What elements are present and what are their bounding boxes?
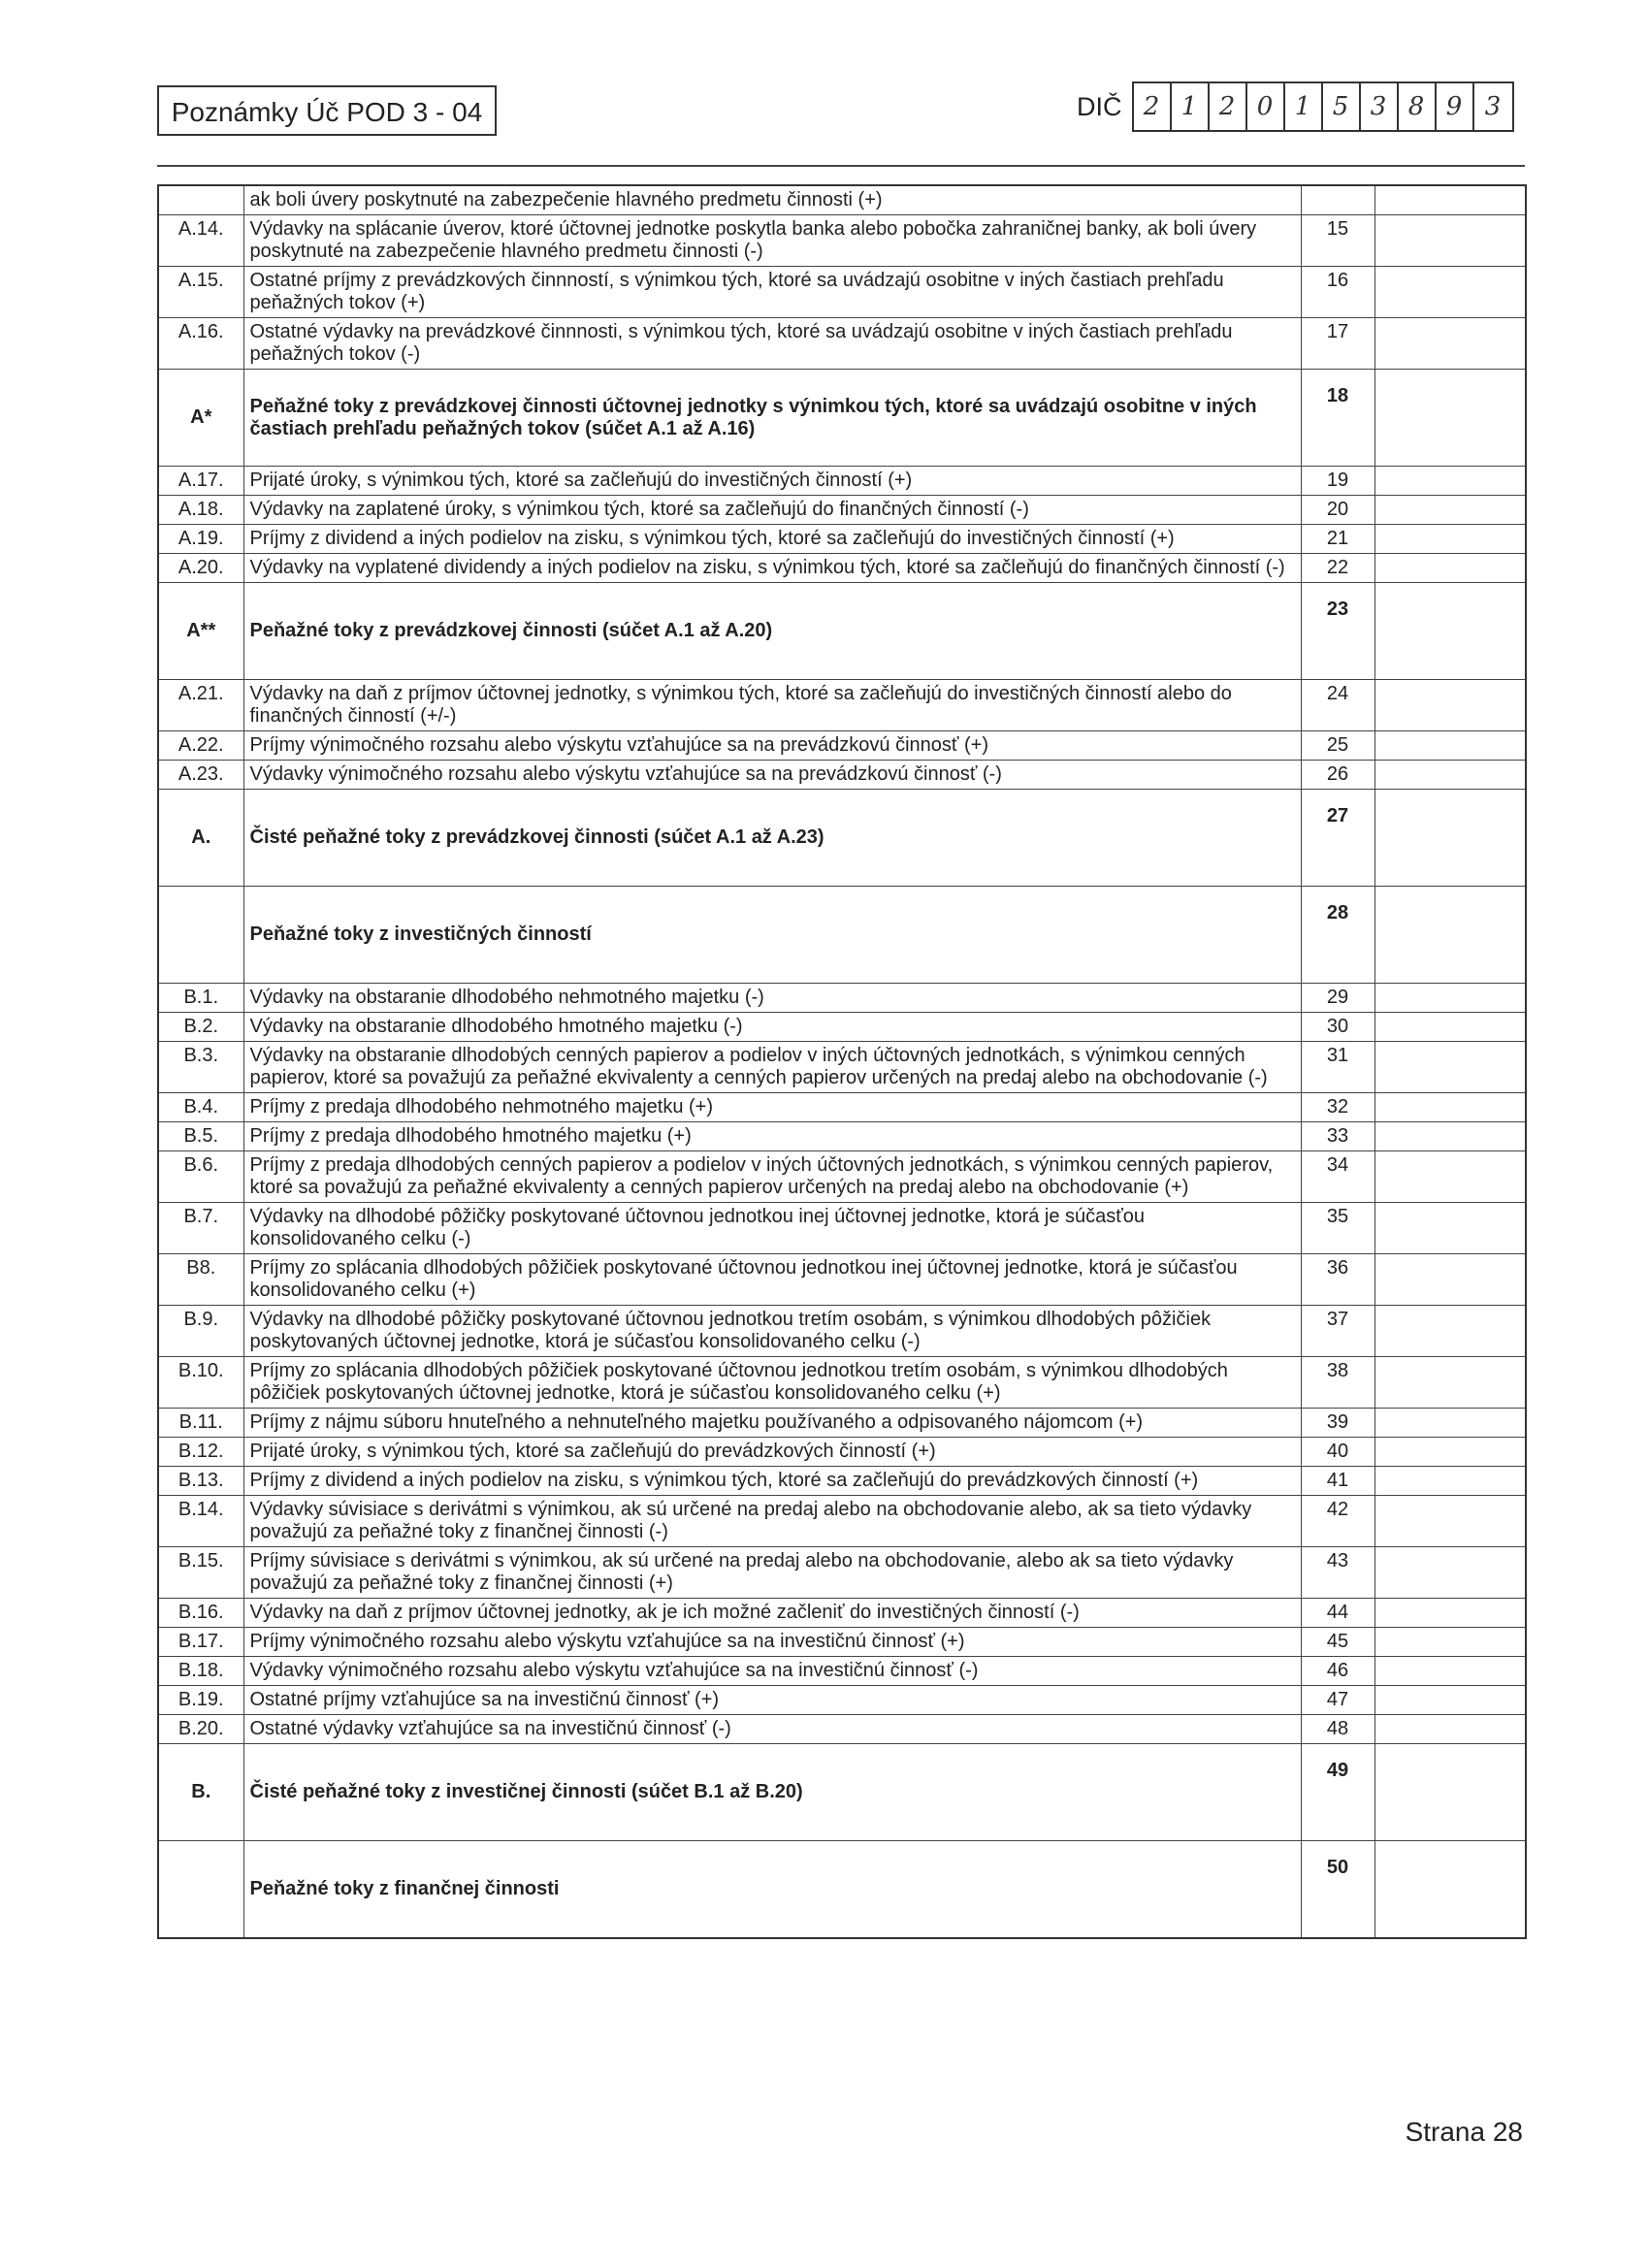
table-row [158,554,1526,583]
row-number: 23 [1301,583,1374,680]
row-number: 46 [1301,1657,1374,1686]
row-number: 43 [1301,1547,1374,1599]
row-number: 39 [1301,1409,1374,1438]
row-code: B.20. [158,1715,243,1744]
row-description: Výdavky výnimočného rozsahu alebo výskytu vzťahujúce sa na investičnú činnosť (-) [243,1657,1301,1686]
row-description: Peňažné toky z investičných činností [243,887,1301,984]
row-value-cell [1374,1409,1526,1438]
row-value-cell [1374,1744,1526,1841]
row-code: B.5. [158,1122,243,1151]
row-number: 40 [1301,1438,1374,1467]
row-number: 48 [1301,1715,1374,1744]
row-number: 42 [1301,1496,1374,1547]
table-row [158,583,1526,680]
row-number: 33 [1301,1122,1374,1151]
row-description: Výdavky výnimočného rozsahu alebo výskytu vzťahujúce sa na prevádzkovú činnosť (-) [243,761,1301,790]
row-code: B.2. [158,1013,243,1042]
row-value-cell [1374,887,1526,984]
table-row [158,1657,1526,1686]
dic-label: DIČ [1077,91,1122,121]
row-value-cell [1374,1547,1526,1599]
row-value-cell [1374,1657,1526,1686]
row-value-cell [1374,1496,1526,1547]
row-value-cell [1374,1628,1526,1657]
row-value-cell [1374,583,1526,680]
row-code: A.17. [158,467,243,496]
row-description: Príjmy z predaja dlhodobého hmotného majetku (+) [243,1122,1301,1151]
row-value-cell [1374,1467,1526,1496]
table-row [158,1306,1526,1357]
table-row [158,887,1526,984]
table-row [158,1547,1526,1599]
row-description: Výdavky na vyplatené dividendy a iných podielov na zisku, s výnimkou tých, ktoré sa začleňujú do finančných činností (-) [243,554,1301,583]
row-value-cell [1374,370,1526,467]
table-row [158,1122,1526,1151]
row-number: 31 [1301,1042,1374,1093]
row-code: B.13. [158,1467,243,1496]
row-description: Ostatné výdavky vzťahujúce sa na investičnú činnosť (-) [243,1715,1301,1744]
row-code: B.9. [158,1306,243,1357]
row-value-cell [1374,1686,1526,1715]
row-description: Príjmy z nájmu súboru hnuteľného a nehnuteľného majetku používaného a odpisovaného nájomcom (+) [243,1409,1301,1438]
row-number: 24 [1301,680,1374,731]
row-number: 35 [1301,1203,1374,1254]
row-description: Výdavky na zaplatené úroky, s výnimkou tých, ktoré sa začleňujú do finančných činností (-) [243,496,1301,525]
dic-digit: 2 [1134,83,1172,130]
row-number: 20 [1301,496,1374,525]
row-number: 36 [1301,1254,1374,1306]
row-description: Výdavky na dlhodobé pôžičky poskytované účtovnou jednotkou inej účtovnej jednotke, ktorá je súčasťou konsolidovaného celku (-) [243,1203,1301,1254]
row-number: 15 [1301,215,1374,267]
row-description: Peňažné toky z prevádzkovej činnosti (súčet A.1 až A.20) [243,583,1301,680]
row-number: 28 [1301,887,1374,984]
row-number: 34 [1301,1151,1374,1203]
table-row [158,1841,1526,1939]
row-value-cell [1374,680,1526,731]
row-number: 45 [1301,1628,1374,1657]
table-row [158,267,1526,318]
row-number: 44 [1301,1599,1374,1628]
row-code: B.17. [158,1628,243,1657]
row-number: 38 [1301,1357,1374,1409]
table-row [158,370,1526,467]
row-description: Ostatné príjmy vzťahujúce sa na investičnú činnosť (+) [243,1686,1301,1715]
row-number: 37 [1301,1306,1374,1357]
dic-digit-boxes [1132,81,1514,132]
row-value-cell [1374,1122,1526,1151]
row-code: A** [158,583,243,680]
table-row [158,761,1526,790]
table-row [158,731,1526,761]
row-value-cell [1374,790,1526,887]
table-row [158,318,1526,370]
row-description: Ostatné výdavky na prevádzkové činnnosti, s výnimkou tých, ktoré sa uvádzajú osobitne v iných častiach prehľadu peňažných tokov (-) [243,318,1301,370]
row-code: B. [158,1744,243,1841]
row-description: Výdavky na daň z príjmov účtovnej jednotky, ak je ich možné začleniť do investičných činností (-) [243,1599,1301,1628]
row-code [158,1841,243,1939]
row-value-cell [1374,761,1526,790]
row-code: A.22. [158,731,243,761]
row-value-cell [1374,1438,1526,1467]
row-code: B.12. [158,1438,243,1467]
row-description: Príjmy zo splácania dlhodobých pôžičiek poskytované účtovnou jednotkou tretím osobám, s výnimkou dlhodobých pôžičiek poskytovaných účtovnej jednotke, ktorá je súčasťou konsolidovaného celku (+) [243,1357,1301,1409]
row-code: B.15. [158,1547,243,1599]
row-value-cell [1374,467,1526,496]
dic-digit: 5 [1323,83,1361,130]
row-description: Príjmy výnimočného rozsahu alebo výskytu vzťahujúce sa na prevádzkovú činnosť (+) [243,731,1301,761]
row-number: 50 [1301,1841,1374,1939]
row-value-cell [1374,267,1526,318]
row-value-cell [1374,1203,1526,1254]
row-code: B.16. [158,1599,243,1628]
dic-digit: 9 [1437,83,1474,130]
row-number: 21 [1301,525,1374,554]
row-code: A.15. [158,267,243,318]
row-number: 29 [1301,984,1374,1013]
row-value-cell [1374,318,1526,370]
table-row [158,984,1526,1013]
table-row [158,1496,1526,1547]
table-row [158,1467,1526,1496]
row-code: A.16. [158,318,243,370]
dic-digit: 1 [1172,83,1210,130]
row-code [158,185,243,215]
row-description: Peňažné toky z prevádzkovej činnosti účtovnej jednotky s výnimkou tých, ktoré sa uvádzajú osobitne v iných častiach prehľadu peňažných tokov (súčet A.1 až A.16) [243,370,1301,467]
row-description: Príjmy z dividend a iných podielov na zisku, s výnimkou tých, ktoré sa začleňujú do prevádzkových činností (+) [243,1467,1301,1496]
row-code [158,887,243,984]
dic-digit: 0 [1247,83,1285,130]
table-row [158,1151,1526,1203]
dic-digit: 3 [1361,83,1399,130]
row-value-cell [1374,1013,1526,1042]
row-description: Výdavky na obstaranie dlhodobých cenných papierov a podielov v iných účtovných jednotkách, s výnimkou cenných papierov, ktoré sa považujú za peňažné ekvivalenty a cenných papierov určených na predaj alebo na obchodovanie (-) [243,1042,1301,1093]
row-code: B.19. [158,1686,243,1715]
row-description: ak boli úvery poskytnuté na zabezpečenie hlavného predmetu činnosti (+) [243,185,1301,215]
table-row [158,1744,1526,1841]
row-code: B.10. [158,1357,243,1409]
row-number: 22 [1301,554,1374,583]
row-code: B8. [158,1254,243,1306]
dic-digit: 3 [1484,92,1502,121]
table-row [158,1715,1526,1744]
table-row [158,1093,1526,1122]
row-value-cell [1374,1306,1526,1357]
row-value-cell [1374,496,1526,525]
row-description: Ostatné príjmy z prevádzkových činnností, s výnimkou tých, ktoré sa uvádzajú osobitne v iných častiach prehľadu peňažných tokov (+) [243,267,1301,318]
dic-field [1077,81,1514,132]
row-code: A.21. [158,680,243,731]
page-number: Strana 28 [1405,2117,1523,2147]
dic-digit: 8 [1399,83,1437,130]
row-value-cell [1374,1357,1526,1409]
row-number [1301,185,1374,215]
row-code: B.3. [158,1042,243,1093]
row-number: 17 [1301,318,1374,370]
row-number: 41 [1301,1467,1374,1496]
row-description: Výdavky na daň z príjmov účtovnej jednotky, s výnimkou tých, ktoré sa začleňujú do investičných činností alebo do finančných činností (+/-) [243,680,1301,731]
row-code: A.20. [158,554,243,583]
row-number: 25 [1301,731,1374,761]
row-description: Peňažné toky z finančnej činnosti [243,1841,1301,1939]
table-row [158,215,1526,267]
row-description: Príjmy výnimočného rozsahu alebo výskytu vzťahujúce sa na investičnú činnosť (+) [243,1628,1301,1657]
row-number: 16 [1301,267,1374,318]
row-code: B.7. [158,1203,243,1254]
row-value-cell [1374,731,1526,761]
cash-flow-table [157,184,1527,1939]
row-value-cell [1374,1093,1526,1122]
table-row [158,1013,1526,1042]
table-row [158,1357,1526,1409]
row-description: Príjmy z predaja dlhodobých cenných papierov a podielov v iných účtovných jednotkách, s výnimkou cenných papierov, ktoré sa považujú za peňažné ekvivalenty a cenných papierov určených na predaj alebo na obchodovanie (+) [243,1151,1301,1203]
row-number: 27 [1301,790,1374,887]
row-description: Príjmy súvisiace s derivátmi s výnimkou, ak sú určené na predaj alebo na obchodovanie, alebo ak sa tieto výdavky považujú za peňažné toky z finančnej činnosti (+) [243,1547,1301,1599]
row-value-cell [1374,1599,1526,1628]
row-code: A.19. [158,525,243,554]
row-code: A.14. [158,215,243,267]
row-description: Čisté peňažné toky z prevádzkovej činnosti (súčet A.1 až A.23) [243,790,1301,887]
form-title: Poznámky Úč POD 3 - 04 [157,85,497,136]
row-code: A.23. [158,761,243,790]
row-code: B.4. [158,1093,243,1122]
row-code: B.1. [158,984,243,1013]
row-value-cell [1374,1151,1526,1203]
table-row [158,185,1526,215]
table-row [158,1042,1526,1093]
table-row [158,1599,1526,1628]
row-description: Výdavky na dlhodobé pôžičky poskytované účtovnou jednotkou tretím osobám, s výnimkou dlhodobých pôžičiek poskytovaných účtovnej jednotke, ktorá je súčasťou konsolidovaného celku (-) [243,1306,1301,1357]
row-code: A. [158,790,243,887]
table-row [158,1628,1526,1657]
dic-digit: 1 [1285,83,1323,130]
row-description: Výdavky na obstaranie dlhodobého hmotného majetku (-) [243,1013,1301,1042]
table-row [158,790,1526,887]
table-row [158,467,1526,496]
row-number: 32 [1301,1093,1374,1122]
table-row [158,1254,1526,1306]
row-description: Čisté peňažné toky z investičnej činnosti (súčet B.1 až B.20) [243,1744,1301,1841]
row-description: Výdavky súvisiace s derivátmi s výnimkou, ak sú určené na predaj alebo na obchodovanie alebo, ak sa tieto výdavky považujú za peňažné toky z finančnej činnosti (-) [243,1496,1301,1547]
table-row [158,680,1526,731]
row-code: A.18. [158,496,243,525]
row-value-cell [1374,525,1526,554]
row-value-cell [1374,1042,1526,1093]
row-description: Výdavky na obstaranie dlhodobého nehmotného majetku (-) [243,984,1301,1013]
row-number: 18 [1301,370,1374,467]
row-value-cell [1374,984,1526,1013]
row-value-cell [1374,1254,1526,1306]
row-description: Príjmy z predaja dlhodobého nehmotného majetku (+) [243,1093,1301,1122]
row-number: 19 [1301,467,1374,496]
row-code: A* [158,370,243,467]
row-code: B.11. [158,1409,243,1438]
row-description: Príjmy z dividend a iných podielov na zisku, s výnimkou tých, ktoré sa začleňujú do investičných činností (+) [243,525,1301,554]
row-number: 26 [1301,761,1374,790]
row-code: B.18. [158,1657,243,1686]
table-row [158,1438,1526,1467]
row-value-cell [1374,1715,1526,1744]
row-value-cell [1374,215,1526,267]
table-row [158,1409,1526,1438]
dic-digit: 2 [1210,83,1247,130]
row-description: Výdavky na splácanie úverov, ktoré účtovnej jednotke poskytla banka alebo pobočka zahraničnej banky, ak boli úvery poskytnuté na zabezpečenie hlavného predmetu činnosti (-) [243,215,1301,267]
table-row [158,525,1526,554]
row-value-cell [1374,1841,1526,1939]
row-description: Prijaté úroky, s výnimkou tých, ktoré sa začleňujú do prevádzkových činností (+) [243,1438,1301,1467]
row-description: Príjmy zo splácania dlhodobých pôžičiek poskytované účtovnou jednotkou inej účtovnej jednotke, ktorá je súčasťou konsolidovaného celku (+) [243,1254,1301,1306]
table-row [158,496,1526,525]
row-code: B.6. [158,1151,243,1203]
row-number: 49 [1301,1744,1374,1841]
row-value-cell [1374,185,1526,215]
table-row [158,1686,1526,1715]
header-divider [157,165,1525,167]
row-description: Prijaté úroky, s výnimkou tých, ktoré sa začleňujú do investičných činností (+) [243,467,1301,496]
row-number: 30 [1301,1013,1374,1042]
row-number: 47 [1301,1686,1374,1715]
row-code: B.14. [158,1496,243,1547]
table-row [158,1203,1526,1254]
row-value-cell [1374,554,1526,583]
